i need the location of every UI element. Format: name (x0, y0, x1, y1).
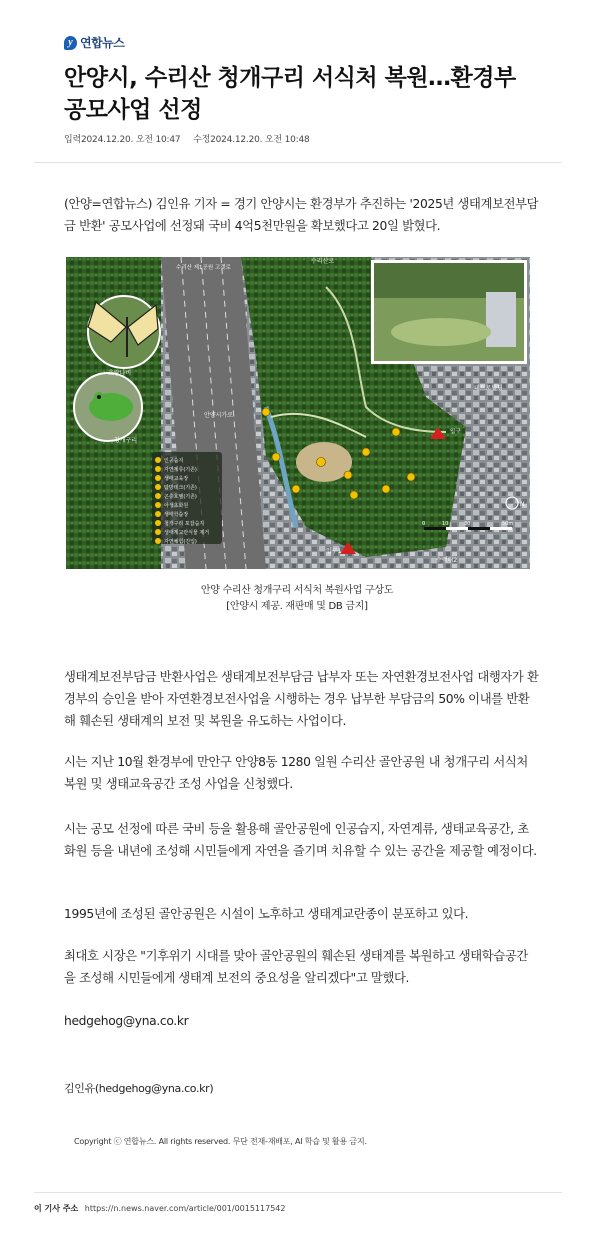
body-paragraph: 시는 공모 선정에 따른 국비 등을 활용해 골안공원에 인공습지, 자연계류, 생태교육공간, 초화원 등을 내년에 조성해 시민들에게 자연을 즐기며 치유할 수 있는 공간을 제공할 예정이다. (64, 822, 537, 858)
site-plan-map (66, 257, 530, 569)
url-link[interactable]: https://n.news.naver.com/article/001/0015117542 (84, 1204, 286, 1213)
top-road-label: 수리산로 (311, 258, 335, 265)
scale-label-1: 10 (442, 521, 449, 527)
article-image[interactable] (66, 257, 530, 569)
yonhap-logo[interactable] (64, 34, 124, 51)
image-caption (64, 583, 530, 615)
entrance-label: 입구 (450, 429, 461, 435)
modified-date: 수정2024.12.20. 오전 10:48 (193, 135, 310, 145)
scale-label-0: 0 (422, 521, 426, 527)
legend-item: 청개구리 포잡습지 (164, 521, 205, 527)
north-label: N (520, 501, 525, 508)
frog-label: 청개구리 (114, 437, 138, 444)
legend-item: 자연체험(진입) (164, 539, 197, 545)
scale-label-3: 50m (502, 521, 514, 527)
caption-title: 안양 수리산 청개구리 서식처 복원사업 구상도 (200, 585, 394, 596)
building-label: 테트로빌딩 (474, 385, 503, 392)
yonhap-logo-icon: y (64, 36, 77, 50)
byline[interactable]: 김인유(hedgehog@yna.co.kr) (64, 1082, 214, 1095)
legend-item: 곤충호텔(기존) (164, 494, 197, 500)
lead-paragraph: (안양=연합뉴스) 김인유 기자 = 경기 안양시는 환경부가 추진하는 '2025년 생태계보전부담금 반환' 공모사업에 선정돼 국비 4억5천만원을 확보했다고 20일 밝혔다. (64, 197, 539, 233)
bottom-road-label: 수렉터2 (436, 557, 458, 564)
article-dates (64, 132, 320, 145)
url-label: 이 기사 주소 (34, 1204, 79, 1213)
bottom-left-label: 입구1 (326, 548, 342, 555)
butterfly-label: 호랑나비 (108, 370, 132, 377)
reporter-email[interactable]: hedgehog@yna.co.kr (64, 1014, 189, 1028)
road-label: 안양시가로 (204, 412, 233, 419)
caption-credit: [안양시 제공. 재판매 및 DB 금지] (226, 601, 368, 612)
body-paragraph: 시는 지난 10월 환경부에 만안구 안양8동 1280 일원 수리산 골안공원 내 청개구리 서식처 복원 및 생태교육공간 조성 사업을 신청했다. (64, 755, 528, 791)
footer-divider (34, 1192, 562, 1193)
legend-item: 생태계교란식물 제거 (164, 530, 210, 536)
legend-item: 생태학습장 (164, 512, 189, 518)
legend-item: 탐방데크(기존) (164, 485, 197, 491)
header-divider (34, 162, 562, 163)
scale-label-2: 30 (464, 521, 471, 527)
legend-item: 인공습지 (164, 458, 184, 464)
legend-item: 야생초화원 (164, 503, 189, 509)
logo-text: 연합뉴스 (80, 36, 125, 50)
street-left-label: 수리산 제1공원 고갯로 (176, 265, 231, 271)
body-paragraph: 최대호 시장은 "기후위기 시대를 맞아 골안공원의 훼손된 생태계를 복원하고 생태학습공간을 조성해 시민들에게 생태계 보전의 중요성을 알리겠다"고 말했다. (64, 949, 528, 985)
copyright-notice: Copyright ⓒ 연합뉴스. All rights reserved. 무단 전재-재배포, AI 학습 및 활용 금지. (74, 1137, 367, 1146)
article-url (34, 1203, 285, 1214)
body-paragraph: 1995년에 조성된 골안공원은 시설이 노후하고 생태계교란종이 분포하고 있다. (64, 907, 469, 921)
body-paragraph: 생태계보전부담금 반환사업은 생태계보전부담금 납부자 또는 자연환경보전사업 대행자가 환경부의 승인을 받아 자연환경보전사업을 시행하는 경우 납부한 부담금의 50% 이내를 반환해 훼손된 생태계의 보전 및 복원을 유도하는 사업이다. (64, 670, 539, 728)
legend-item: 자연계류(기존) (164, 467, 197, 473)
article-title: 안양시, 수리산 청개구리 서식처 복원…환경부 공모사업 선정 (64, 65, 516, 123)
input-date: 입력2024.12.20. 오전 10:47 (64, 135, 181, 145)
legend-item: 생태교육장 (164, 476, 189, 482)
